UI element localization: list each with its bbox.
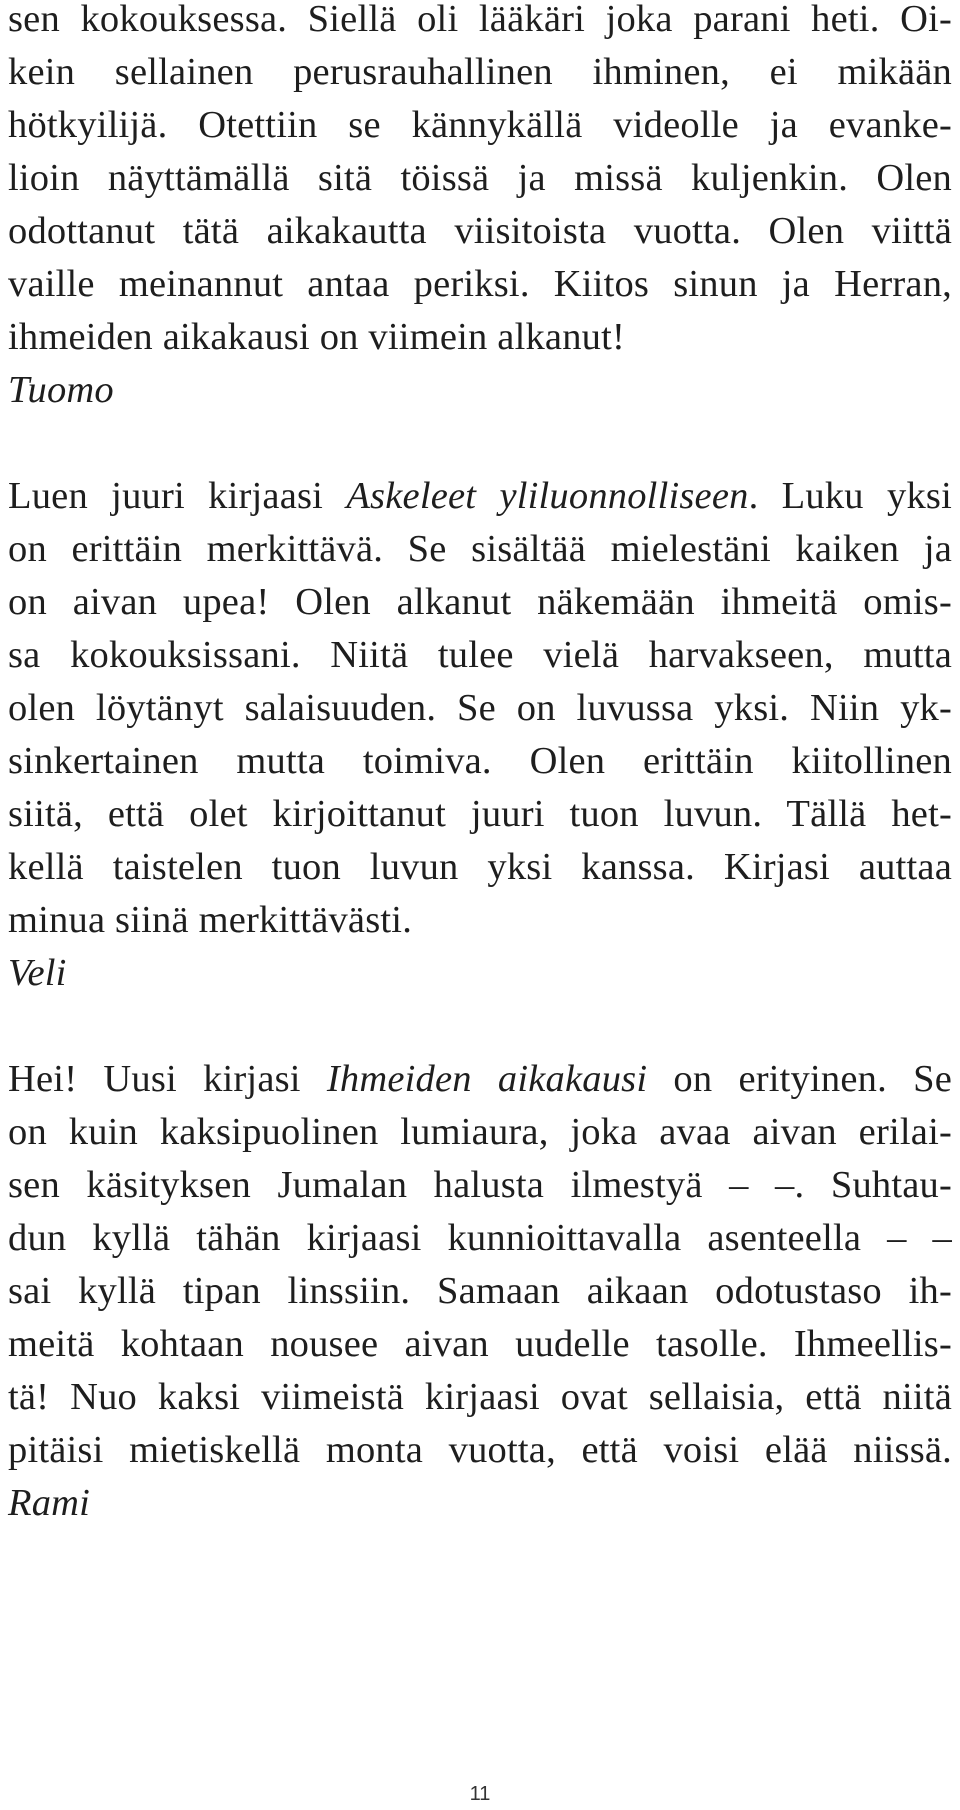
text-line: sen käsityksen Jumalan halusta ilmestyä – –. Suhtau-: [8, 1164, 952, 1206]
text-fragment: Hei! Uusi kirjasi: [8, 1058, 327, 1100]
text-line: dun kyllä tähän kirjaasi kunnioittavalla asenteella – –: [8, 1217, 952, 1259]
text-line: pitäisi mietiskellä monta vuotta, että voisi elää niissä.: [8, 1429, 952, 1471]
text-line: kellä taistelen tuon luvun yksi kanssa. Kirjasi auttaa: [8, 846, 952, 888]
text-line: sa kokouksissani. Niitä tulee vielä harvakseen, mutta: [8, 634, 952, 676]
text-line: siitä, että olet kirjoittanut juuri tuon luvun. Tällä het-: [8, 793, 952, 835]
text-line: lioin näyttämällä sitä töissä ja missä kuljenkin. Olen: [8, 157, 952, 199]
text-fragment: Luen juuri kirjaasi: [8, 475, 347, 517]
text-line: kein sellainen perusrauhallinen ihminen, ei mikään: [8, 51, 952, 93]
text-line: on aivan upea! Olen alkanut näkemään ihmeitä omis-: [8, 581, 952, 623]
text-line-with-title: [8, 1060, 952, 1099]
text-line: sinkertainen mutta toimiva. Olen erittäin kiitollinen: [8, 740, 952, 782]
text-line: on erittäin merkittävä. Se sisältää mielestäni kaiken ja: [8, 528, 952, 570]
text-line: sen kokouksessa. Siellä oli lääkäri joka parani heti. Oi-: [8, 0, 952, 40]
signature: Veli: [8, 952, 67, 994]
text-fragment: . Luku yksi: [748, 475, 953, 517]
text-line: sai kyllä tipan linssiin. Samaan aikaan odotustaso ih-: [8, 1270, 952, 1312]
text-line-with-title: [8, 477, 952, 516]
text-line: on kuin kaksipuolinen lumiaura, joka avaa aivan erilai-: [8, 1111, 952, 1153]
text-line: ihmeiden aikakausi on viimein alkanut!: [8, 316, 626, 358]
text-line: vaille meinannut antaa periksi. Kiitos sinun ja Herran,: [8, 263, 952, 305]
text-line: meitä kohtaan nousee aivan uudelle tasolle. Ihmeellis-: [8, 1323, 952, 1365]
book-title: Askeleet yliluonnolliseen: [346, 475, 749, 517]
page-number: 11: [469, 1783, 491, 1805]
text-line: minua siinä merkittävästi.: [8, 899, 413, 941]
signature: Rami: [8, 1482, 91, 1524]
signature: Tuomo: [8, 369, 114, 411]
text-line: odottanut tätä aikakautta viisitoista vuotta. Olen viittä: [8, 210, 952, 252]
text-fragment: on erityinen. Se: [647, 1058, 952, 1100]
text-line: hötkyilijä. Otettiin se kännykällä videolle ja evanke-: [8, 104, 952, 146]
text-line: tä! Nuo kaksi viimeistä kirjaasi ovat sellaisia, että niitä: [8, 1376, 952, 1418]
text-line: olen löytänyt salaisuuden. Se on luvussa yksi. Niin yk-: [8, 687, 952, 729]
book-title: Ihmeiden aikakausi: [326, 1058, 648, 1100]
